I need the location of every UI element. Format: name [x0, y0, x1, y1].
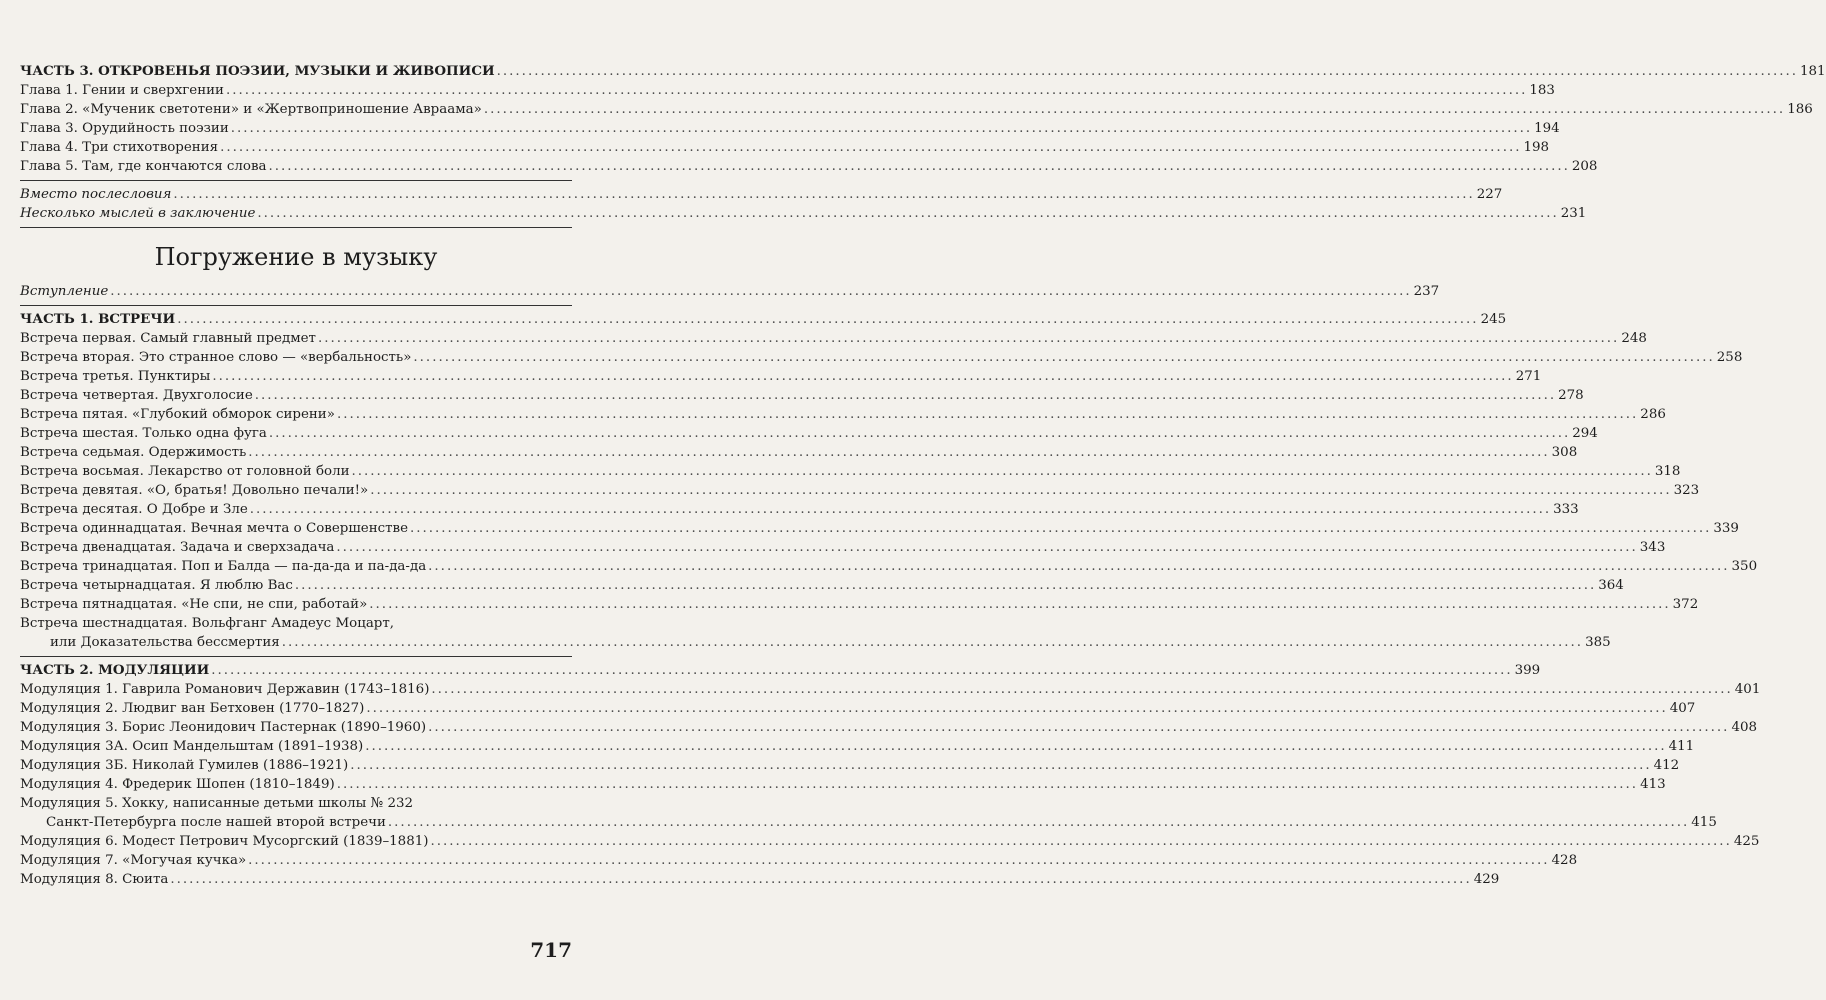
leader-dots [269, 157, 1570, 176]
toc-entry[interactable] [20, 576, 1624, 595]
toc-part-1[interactable]: ЧАСТЬ 1. ВСТРЕЧИ ..... 245 [20, 310, 572, 329]
toc-part-3-chapters [20, 81, 1813, 176]
toc-entry[interactable] [20, 348, 1743, 367]
toc-entry[interactable] [20, 367, 1542, 386]
toc-part-1-items [20, 329, 1758, 614]
toc-entry[interactable] [20, 557, 1758, 576]
toc-entry[interactable] [20, 462, 1681, 481]
toc-entry-page: 411 [1668, 739, 1695, 754]
leader-dots [365, 737, 1666, 756]
toc-entry-title: Модуляция 8. Сюита [20, 872, 169, 887]
toc-entry-title: Встреча девятая. «О, братья! Довольно печали!» [20, 483, 369, 498]
divider [20, 180, 572, 181]
leader-dots [255, 386, 1556, 405]
toc-entry-page: 194 [1534, 121, 1560, 136]
toc-entry[interactable] [20, 185, 1503, 204]
toc-part-2[interactable]: ЧАСТЬ 2. МОДУЛЯЦИИ ..... 399 [20, 661, 572, 680]
section-title: Погружение в музыку [154, 243, 438, 271]
toc-entry-title: Модуляция 1. Гаврила Романович Державин (1743–1816) [20, 682, 430, 697]
toc-entry[interactable] [20, 386, 1584, 405]
leader-dots [352, 462, 1653, 481]
divider [20, 656, 572, 657]
toc-part-2-items [20, 680, 1761, 794]
leader-dots [220, 138, 1521, 157]
toc-entry-page: 429 [1473, 872, 1500, 887]
toc-entry-title: Модуляция 3Б. Николай Гумилев (1886–1921) [20, 758, 349, 773]
toc-entry-title: Встреча тринадцатая. Поп и Балда — па-да-да и па-да-да [20, 559, 427, 574]
toc-entry-page: 401 [1734, 682, 1761, 697]
leader-dots [428, 718, 1729, 737]
toc-entry-page: 208 [1571, 159, 1598, 174]
toc-entry[interactable] [20, 851, 1578, 870]
table-of-contents [20, 62, 1826, 889]
leader-dots [410, 519, 1711, 538]
toc-intro[interactable]: Вступление ..... 237 [20, 282, 572, 301]
toc-entry-page: 339 [1713, 521, 1739, 536]
toc-entry-title: Встреча двенадцатая. Задача и сверхзадача [20, 540, 335, 555]
toc-entry-title: Встреча десятая. О Добре и Зле [20, 502, 248, 517]
toc-entry[interactable] [20, 775, 1666, 794]
toc-entry[interactable] [20, 138, 1550, 157]
leader-dots [248, 443, 1549, 462]
toc-entry-page: 407 [1669, 701, 1696, 716]
toc-entry[interactable] [20, 756, 1680, 775]
toc-entry-title: Глава 5. Там, где кончаются слова [20, 159, 267, 174]
toc-entry-title: Глава 1. Гении и сверхгении [20, 83, 224, 98]
toc-entry-title: Глава 2. «Мученик светотени» и «Жертвоприношение Авраама» [20, 102, 482, 117]
toc-entry-page: 343 [1639, 540, 1666, 555]
toc-entry-title: Встреча вторая. Это странное слово — «вербальность» [20, 350, 412, 365]
leader-dots [430, 832, 1731, 851]
leader-dots [366, 699, 1667, 718]
toc-entry-title: Встреча первая. Самый главный предмет [20, 331, 316, 346]
leader-dots [337, 775, 1638, 794]
toc-entry-page: 271 [1515, 369, 1542, 384]
toc-entry[interactable] [20, 737, 1695, 756]
toc-entry-page: 198 [1523, 140, 1550, 155]
leader-dots [257, 204, 1558, 223]
toc-part-3[interactable]: ЧАСТЬ 3. ОТКРОВЕНЬЯ ПОЭЗИИ, МУЗЫКИ И ЖИВОПИСИ ..... 181 [20, 62, 572, 81]
toc-entry[interactable]: Модуляция 5. Хокку, написанные детьми школы № 232 Санкт-Петербурга после нашей второй встречи ..... 415 [20, 794, 572, 832]
toc-entry-page: 294 [1572, 426, 1598, 441]
toc-entry-page: 258 [1716, 350, 1743, 365]
toc-entry-page: 408 [1731, 720, 1757, 735]
toc-entry-page: 413 [1640, 777, 1666, 792]
toc-entry-title: Встреча пятнадцатая. «Не спи, не спи, работай» [20, 597, 368, 612]
leader-dots [248, 851, 1549, 870]
leader-dots [226, 81, 1527, 100]
toc-entry-title: Модуляция 6. Модест Петрович Мусоргский (1839–1881) [20, 834, 429, 849]
leader-dots [370, 481, 1671, 500]
toc-entry[interactable] [20, 680, 1761, 699]
leader-dots [413, 348, 1714, 367]
toc-entry-page: 412 [1653, 758, 1680, 773]
toc-entry-page: 372 [1672, 597, 1699, 612]
leader-dots [173, 185, 1474, 204]
leader-dots [269, 424, 1570, 443]
toc-entry[interactable] [20, 481, 1700, 500]
toc-entry-page: 278 [1558, 388, 1584, 403]
toc-entry-page: 248 [1621, 331, 1647, 346]
leader-dots [170, 870, 1471, 889]
toc-entry-title: Встреча шестая. Только одна фуга [20, 426, 267, 441]
toc-entry-title: Встреча четырнадцатая. Я люблю Вас [20, 578, 293, 593]
toc-entry-title: Встреча восьмая. Лекарство от головной боли [20, 464, 350, 479]
toc-entry[interactable] [20, 870, 1500, 889]
toc-afterword [20, 185, 1587, 223]
toc-entry-page: 183 [1529, 83, 1555, 98]
leader-dots [431, 680, 1732, 699]
toc-entry[interactable] [20, 204, 1587, 223]
toc-entry[interactable] [20, 595, 1699, 614]
toc-entry[interactable] [20, 699, 1696, 718]
toc-entry-page: 425 [1733, 834, 1760, 849]
toc-entry-page: 308 [1551, 445, 1578, 460]
toc-entry-title: Встреча седьмая. Одержимость [20, 445, 247, 460]
toc-entry[interactable] [20, 119, 1560, 138]
toc-entry[interactable] [20, 81, 1555, 100]
toc-entry[interactable] [20, 329, 1647, 348]
leader-dots [212, 367, 1513, 386]
page-number: 717 [530, 938, 572, 962]
toc-entry-page: 350 [1731, 559, 1758, 574]
leader-dots [369, 595, 1670, 614]
toc-entry-title: Встреча одиннадцатая. Вечная мечта о Совершенстве [20, 521, 408, 536]
toc-entry-page: 231 [1560, 206, 1587, 221]
toc-entry[interactable] [20, 519, 1739, 538]
leader-dots [318, 329, 1619, 348]
leader-dots [295, 576, 1596, 595]
toc-entry-title: Модуляция 2. Людвиг ван Бетховен (1770–1827) [20, 701, 365, 716]
leader-dots [350, 756, 1651, 775]
toc-entry[interactable] [20, 405, 1666, 424]
toc-entry[interactable] [20, 100, 1813, 119]
toc-entry[interactable] [20, 443, 1578, 462]
toc-entry-title: Глава 4. Три стихотворения [20, 140, 219, 155]
toc-entry-page: 318 [1654, 464, 1681, 479]
toc-entry-title: Встреча пятая. «Глубокий обморок сирени» [20, 407, 335, 422]
leader-dots [337, 405, 1638, 424]
leader-dots [250, 500, 1551, 519]
toc-entry-page: 323 [1673, 483, 1700, 498]
toc-entry[interactable] [20, 424, 1598, 443]
toc-entry[interactable] [20, 538, 1666, 557]
toc-entry-title: Несколько мыслей в заключение [20, 206, 256, 221]
leader-dots [484, 100, 1785, 119]
toc-entry-page: 286 [1640, 407, 1666, 422]
toc-entry-title: Встреча третья. Пунктиры [20, 369, 211, 384]
divider [20, 305, 572, 306]
leader-dots [231, 119, 1532, 138]
toc-entry-title: Модуляция 7. «Могучая кучка» [20, 853, 247, 868]
toc-entry-page: 186 [1787, 102, 1813, 117]
toc-entry-page: 227 [1476, 187, 1503, 202]
toc-entry-title: Модуляция 4. Фредерик Шопен (1810–1849) [20, 777, 335, 792]
toc-entry[interactable] [20, 157, 1598, 176]
leader-dots [428, 557, 1729, 576]
toc-entry-page: 333 [1553, 502, 1579, 517]
toc-entry[interactable] [20, 832, 1760, 851]
toc-entry[interactable] [20, 500, 1579, 519]
toc-entry-title: Модуляция 3. Борис Леонидович Пастернак (1890–1960) [20, 720, 427, 735]
toc-entry-title: Модуляция 3А. Осип Мандельштам (1891–1938) [20, 739, 364, 754]
toc-part-2-items-after [20, 832, 1760, 889]
toc-entry[interactable]: Встреча шестнадцатая. Вольфганг Амадеус Моцарт, или Доказательства бессмертия ..... 385 [20, 614, 572, 652]
toc-entry-title: Вместо послесловия [20, 187, 172, 202]
toc-entry-title: Глава 3. Орудийность поэзии [20, 121, 229, 136]
toc-entry-page: 428 [1551, 853, 1578, 868]
toc-entry-title: Встреча четвертая. Двухголосие [20, 388, 253, 403]
toc-entry-page: 364 [1598, 578, 1624, 593]
toc-entry[interactable] [20, 718, 1757, 737]
leader-dots [336, 538, 1637, 557]
divider [20, 227, 572, 228]
